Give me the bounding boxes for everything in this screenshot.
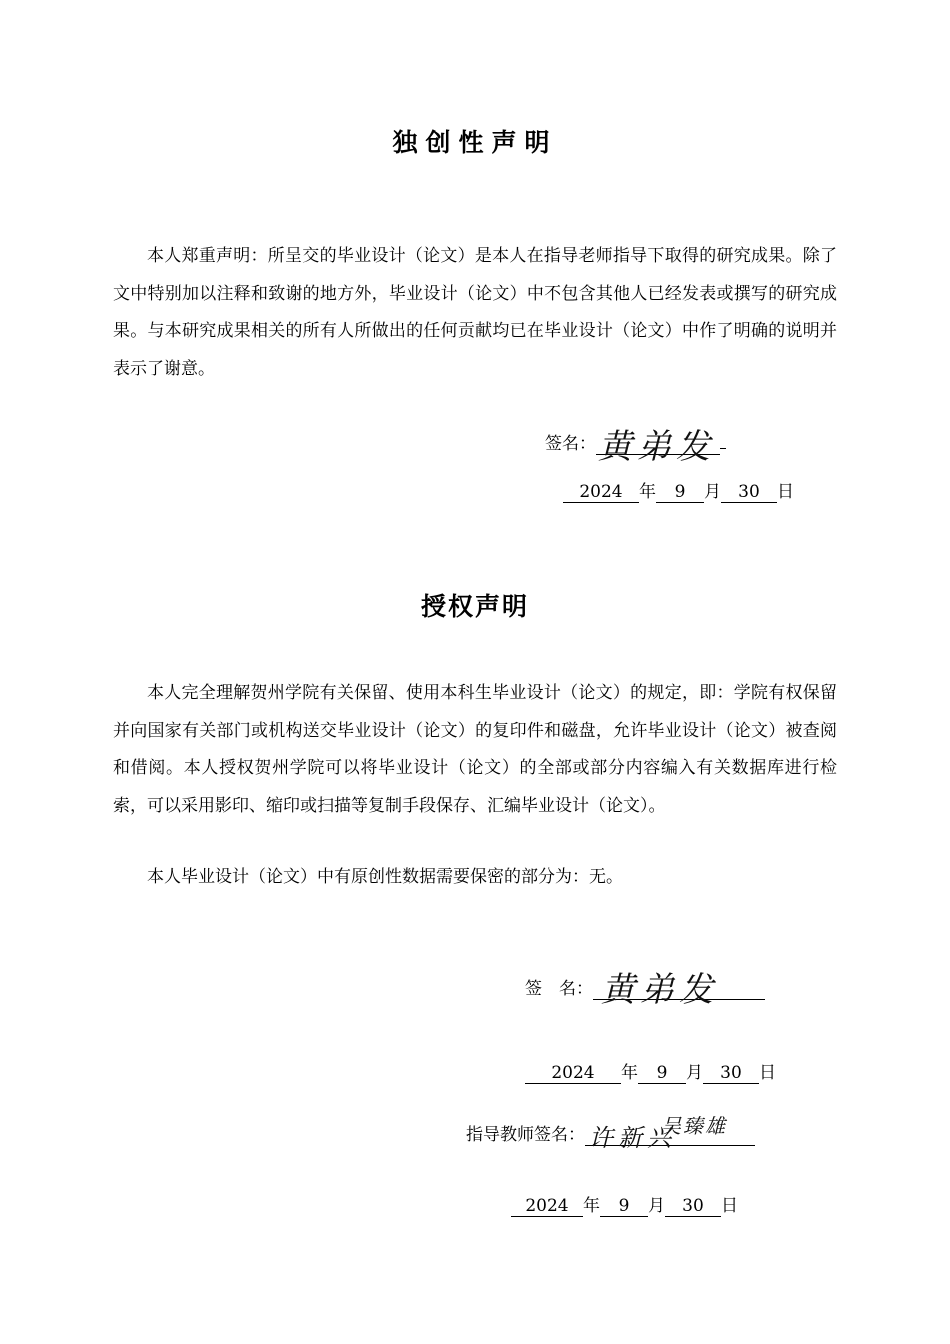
signature-text: 黄弟发 bbox=[601, 970, 718, 1010]
authorization-body: 本人完全理解贺州学院有关保留、使用本科生毕业设计（论文）的规定，即：学院有权保留并向国家有关部门或机构送交毕业设计（论文）的复印件和磁盘，允许毕业设计（论文）被查阅和借阅。本人授权贺州学院可以将毕业设计（论文）的全部或部分内容编入有关数据库进行检索，可以采用影印、缩印或扫描等复制手段保存、汇编毕业设计（论文）。 bbox=[113, 683, 837, 816]
month-unit: 月 bbox=[648, 1196, 665, 1216]
originality-signature-line bbox=[545, 427, 726, 467]
date-year: 2024 bbox=[525, 1063, 621, 1084]
handwritten-signature bbox=[596, 427, 720, 467]
date-month: 9 bbox=[656, 482, 704, 503]
advisor-handwritten-signature bbox=[585, 1114, 755, 1152]
advisor-signature-2: 吴臻雄 bbox=[661, 1114, 727, 1138]
handwritten-signature bbox=[593, 970, 765, 1010]
day-unit: 日 bbox=[777, 482, 794, 502]
date-year: 2024 bbox=[563, 482, 639, 503]
authorization-title: 授权声明 bbox=[420, 592, 529, 621]
advisor-date bbox=[511, 1195, 738, 1217]
sign-label: 签名： bbox=[545, 434, 596, 454]
date-day: 30 bbox=[665, 1196, 721, 1217]
year-unit: 年 bbox=[621, 1063, 638, 1083]
advisor-signature-line bbox=[466, 1114, 755, 1152]
date-year: 2024 bbox=[511, 1196, 583, 1217]
signature-text: 黄弟发 bbox=[598, 427, 715, 467]
sign-label: 签 名： bbox=[525, 979, 593, 999]
authorization-date bbox=[525, 1062, 776, 1084]
date-day: 30 bbox=[703, 1063, 759, 1084]
date-month: 9 bbox=[638, 1063, 686, 1084]
authorization-signature-line bbox=[525, 970, 765, 1010]
confidential-statement: 本人毕业设计（论文）中有原创性数据需要保密的部分为：无。 bbox=[147, 867, 623, 887]
originality-date bbox=[563, 481, 794, 503]
month-unit: 月 bbox=[704, 482, 721, 502]
date-day: 30 bbox=[721, 482, 777, 503]
year-unit: 年 bbox=[583, 1196, 600, 1216]
year-unit: 年 bbox=[639, 482, 656, 502]
advisor-label: 指导教师签名： bbox=[466, 1125, 585, 1145]
originality-body: 本人郑重声明：所呈交的毕业设计（论文）是本人在指导老师指导下取得的研究成果。除了文中特别加以注释和致谢的地方外，毕业设计（论文）中不包含其他人已经发表或撰写的研究成果。与本研究成果相关的所有人所做出的任何贡献均已在毕业设计（论文）中作了明确的说明并表示了谢意。 bbox=[113, 246, 837, 379]
month-unit: 月 bbox=[686, 1063, 703, 1083]
originality-title: 独创性声明 bbox=[392, 128, 558, 157]
date-month: 9 bbox=[600, 1196, 648, 1217]
advisor-signature-1: 许新兴 bbox=[589, 1124, 676, 1152]
day-unit: 日 bbox=[759, 1063, 776, 1083]
day-unit: 日 bbox=[721, 1196, 738, 1216]
